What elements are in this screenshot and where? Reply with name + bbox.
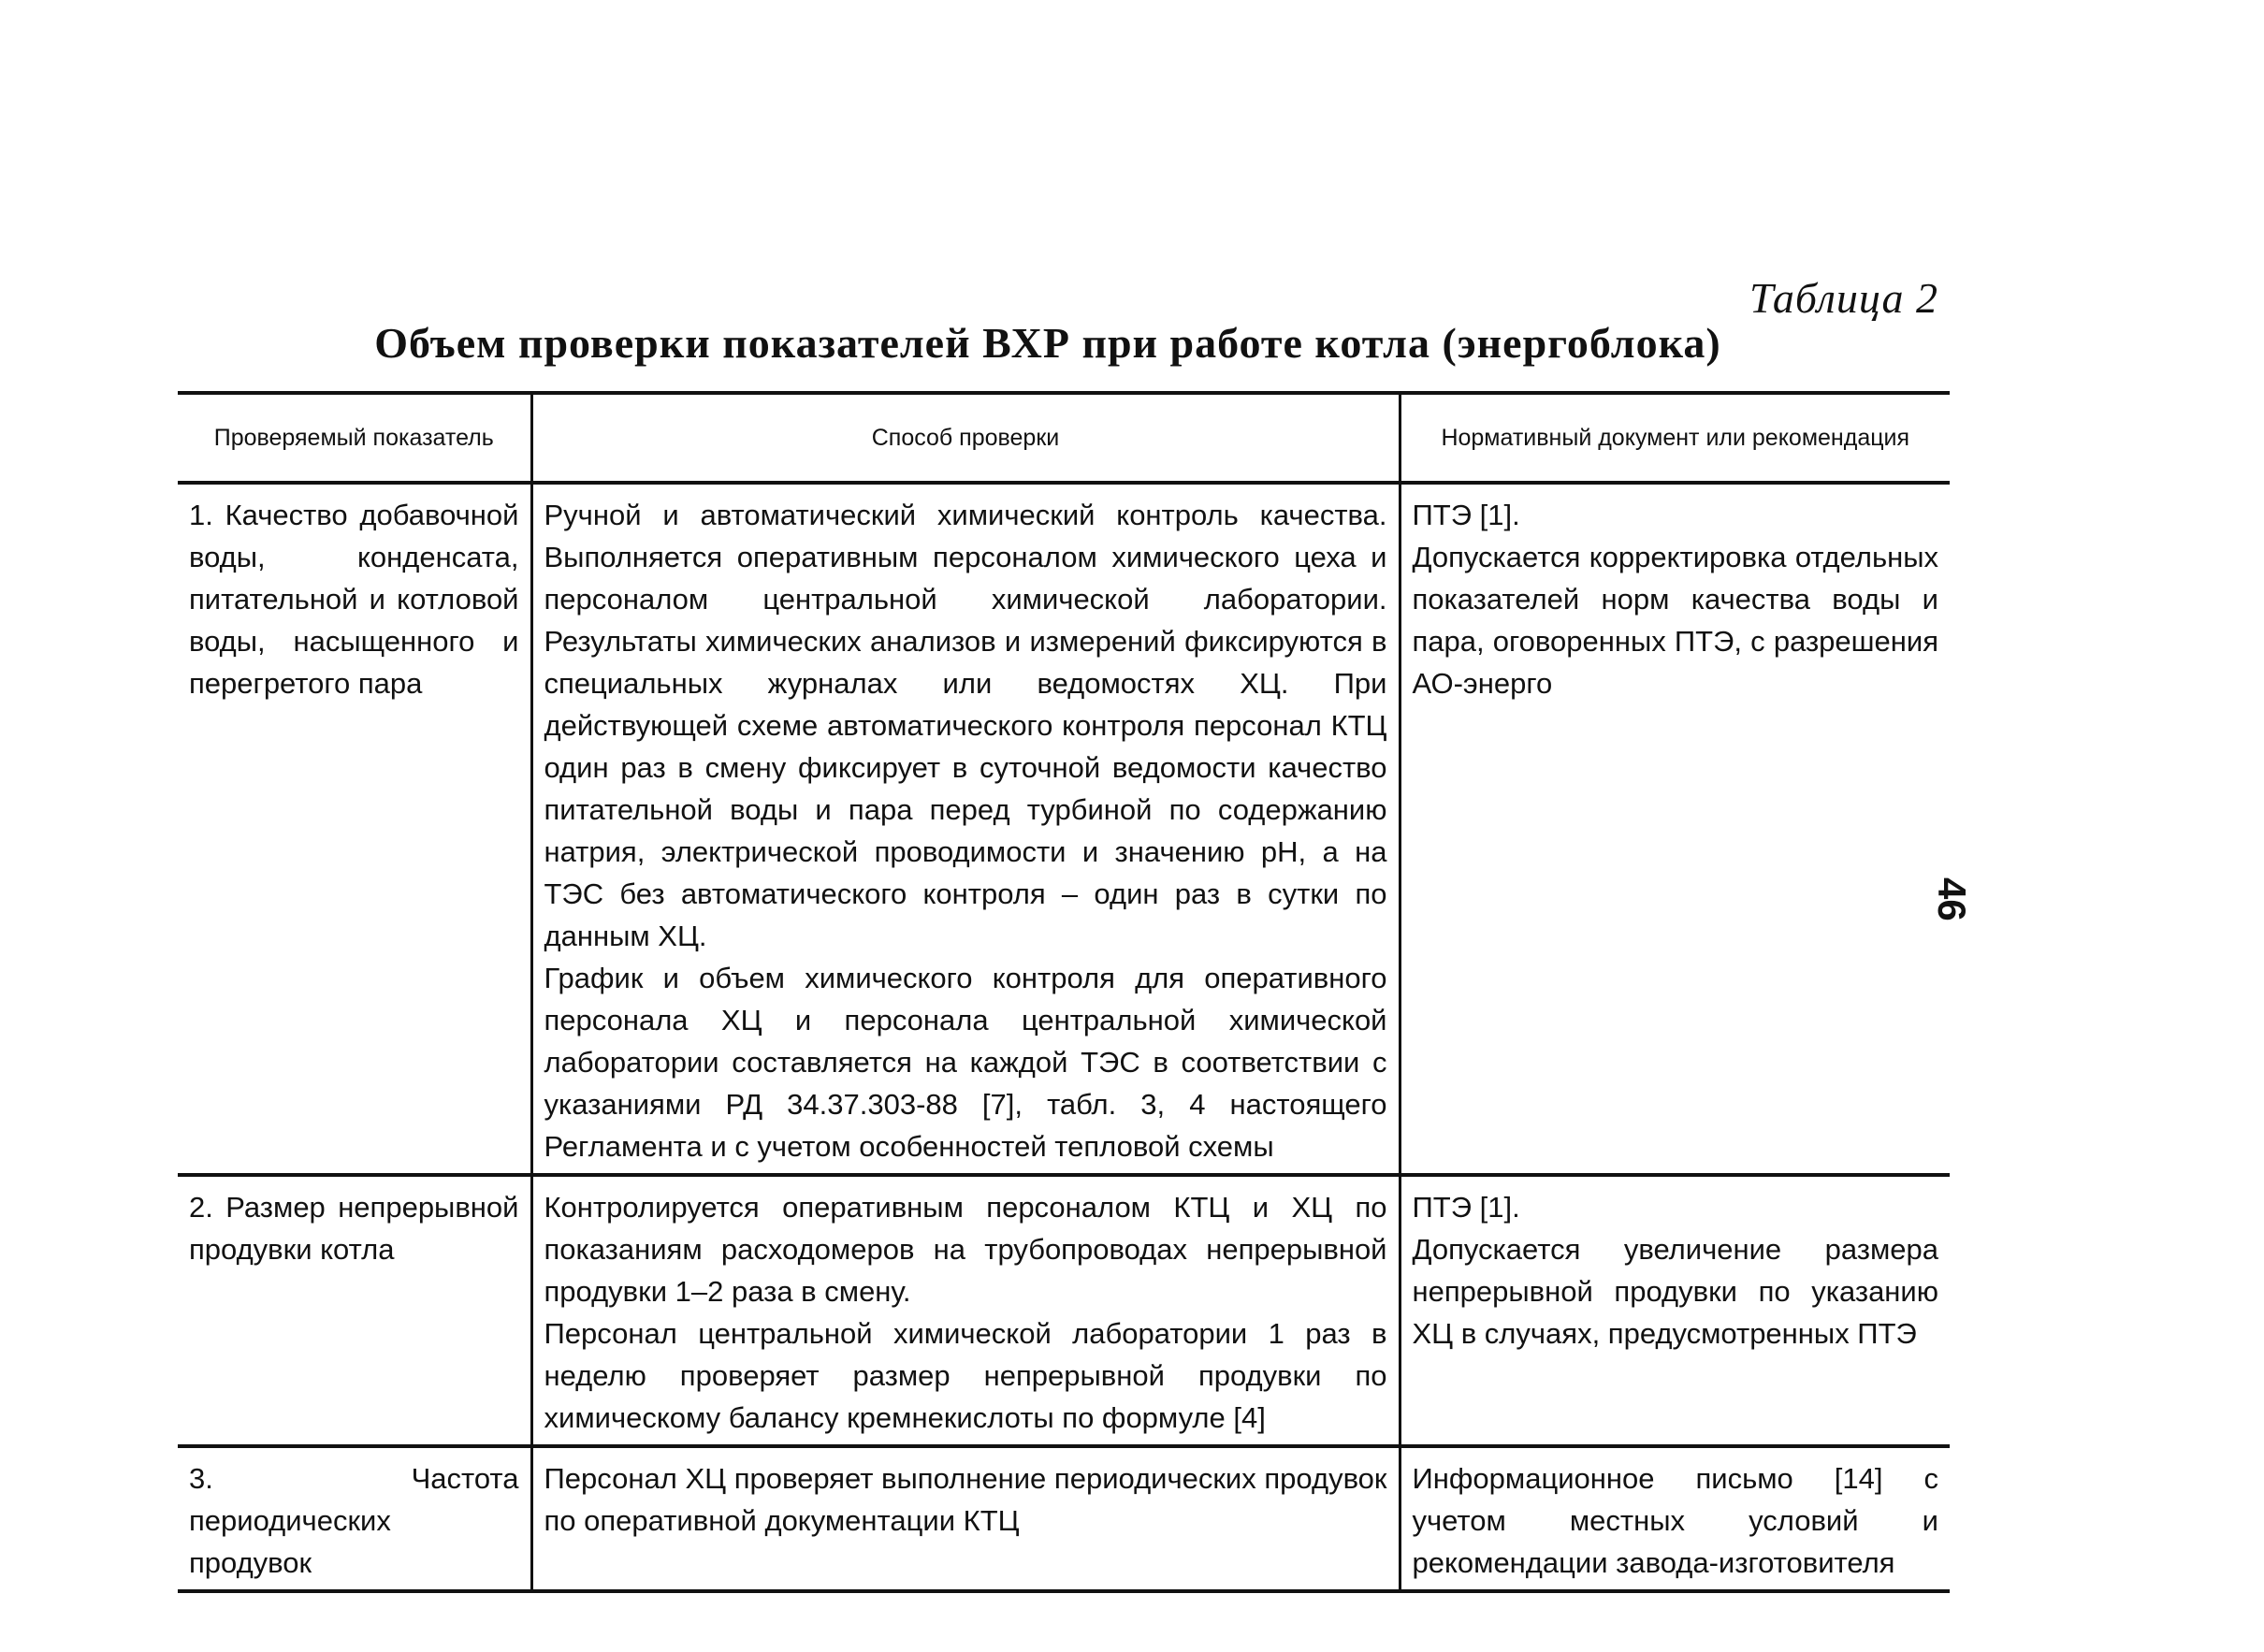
row-document	[1400, 1175, 1950, 1446]
row-method	[531, 1175, 1400, 1446]
method-paragraph: Персонал центральной химической лаборатории 1 раз в неделю проверяет размер непрерывной продувки по химическому балансу кремнекислоты по формуле [4]	[544, 1317, 1387, 1434]
table-row	[178, 1446, 1950, 1591]
page-number: 46	[1930, 877, 1974, 921]
row-method	[531, 1446, 1400, 1591]
indicator-text: 1. Качество добавочной воды, конденсата, питательной и котловой воды, насыщенного и перегретого пара	[189, 499, 519, 700]
row-method	[531, 483, 1400, 1175]
document-paragraph: ПТЭ [1].	[1412, 499, 1520, 531]
header-indicator: Проверяемый показатель	[178, 393, 531, 483]
header-method: Способ проверки	[531, 393, 1400, 483]
method-paragraph: График и объем химического контроля для оперативного персонала ХЦ и персонала центральной химической лаборатории составляется на каждой ТЭС в соответствии с указаниями РД 34.37.303-88 [7], табл. 3, 4 настоящего Регламента и с учетом особенностей тепловой схемы	[544, 962, 1387, 1163]
table-row	[178, 1175, 1950, 1446]
inspection-table	[178, 391, 1950, 1593]
table-row	[178, 483, 1950, 1175]
row-indicator	[178, 1175, 531, 1446]
row-indicator	[178, 1446, 531, 1591]
document-paragraph: Допускается корректировка отдельных показателей норм качества воды и пара, оговоренных ПТЭ, с разрешения АО-энерго	[1412, 541, 1938, 700]
document-paragraph: ПТЭ [1].	[1412, 1191, 1520, 1224]
row-document	[1400, 1446, 1950, 1591]
table-caption: Таблица 2	[1749, 274, 1938, 322]
method-paragraph: Контролируется оперативным персоналом КТЦ и ХЦ по показаниям расходомеров на трубопроводах непрерывной продувки 1–2 раза в смену.	[544, 1191, 1387, 1308]
document-paragraph: Информационное письмо [14] с учетом местных условий и рекомендации завода-изготовителя	[1412, 1462, 1938, 1579]
row-indicator	[178, 483, 531, 1175]
indicator-text: 2. Размер непрерывной продувки котла	[189, 1191, 519, 1266]
document-paragraph: Допускается увеличение размера непрерывной продувки по указанию ХЦ в случаях, предусмотренных ПТЭ	[1412, 1233, 1938, 1350]
method-paragraph: Ручной и автоматический химический контроль качества. Выполняется оперативным персоналом химического цеха и персоналом центральной химической лаборатории. Результаты химических анализов и измерений фиксируются в специальных журналах или ведомостях ХЦ. При действующей схеме автоматического контроля персонал КТЦ один раз в смену фиксирует в суточной ведомости качество питательной воды и пара перед турбиной по содержанию натрия, электрической проводимости и значению рН, а на ТЭС без автоматического контроля – один раз в сутки по данным ХЦ.	[544, 499, 1387, 952]
table-header-row	[178, 393, 1950, 483]
row-document	[1400, 483, 1950, 1175]
table-title: Объем проверки показателей ВХР при работе котла (энергоблока)	[374, 319, 1721, 367]
method-paragraph: Персонал ХЦ проверяет выполнение периодических продувок по оперативной документации КТЦ	[544, 1462, 1387, 1537]
indicator-text: 3. Частота периодических продувок	[189, 1462, 519, 1579]
header-document: Нормативный документ или рекомендация	[1400, 393, 1950, 483]
